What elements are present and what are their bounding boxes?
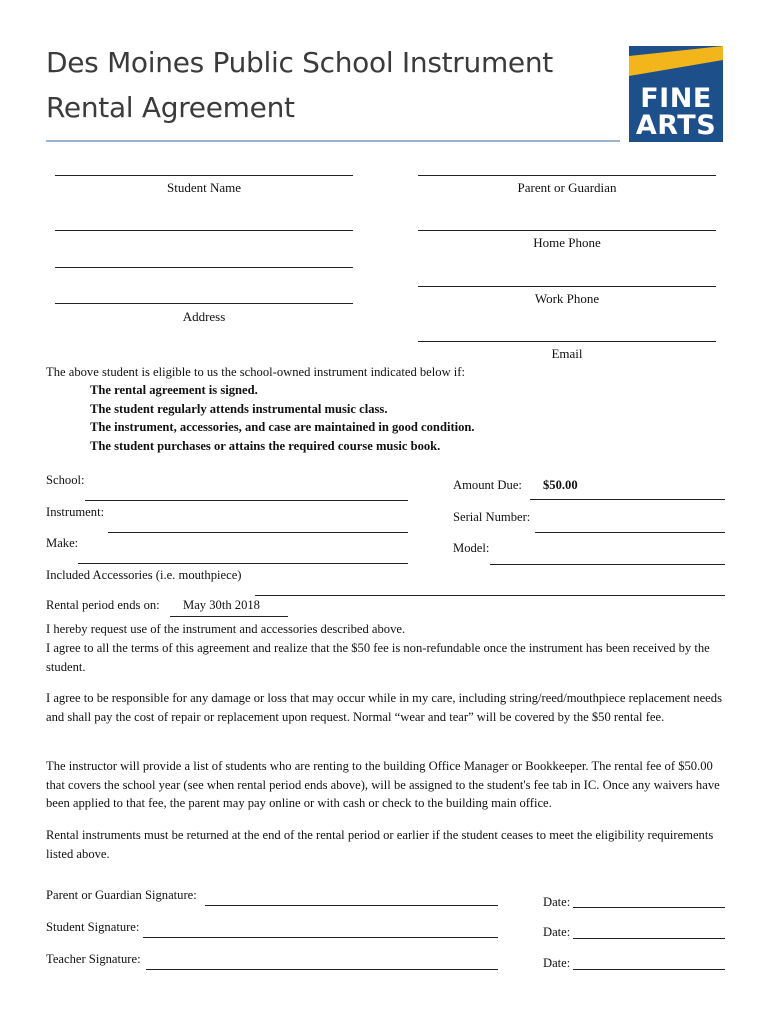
- condition-item: The student purchases or attains the required course music book.: [90, 439, 441, 453]
- title-line-2: Rental Agreement: [46, 91, 295, 124]
- title-divider: [46, 140, 620, 142]
- student-name-line[interactable]: [55, 175, 353, 176]
- condition-item: The student regularly attends instrumental music class.: [90, 402, 388, 416]
- condition-item: The instrument, accessories, and case are maintained in good condition.: [90, 420, 475, 434]
- eligibility-intro: The above student is eligible to us the school-owned instrument indicated below if:: [46, 365, 466, 379]
- parent-date-label: Date:: [543, 895, 571, 909]
- make-label: Make:: [46, 536, 79, 550]
- title-line-1: Des Moines Public School Instrument: [46, 46, 553, 79]
- responsibility-paragraph: I agree to be responsible for any damage or loss that may occur while in my care, including string/reed/mouthpiece replacement needs and shall pay the cost of repair or replacement upon request. Normal “wear and tear” will be covered by the $50 rental fee.: [46, 691, 722, 724]
- address-line-3[interactable]: [55, 303, 353, 304]
- amount-due-value: $50.00: [543, 478, 578, 492]
- email-label: Email: [551, 346, 583, 361]
- instrument-field[interactable]: [108, 532, 408, 533]
- instrument-label: Instrument:: [46, 505, 105, 519]
- parent-date-field[interactable]: [573, 907, 725, 908]
- school-label: School:: [46, 473, 85, 487]
- logo-line-1: FINE: [640, 83, 712, 114]
- page-title: [46, 40, 553, 130]
- model-label: Model:: [453, 541, 490, 555]
- rental-period-label: Rental period ends on:: [46, 598, 160, 612]
- work-phone-label: Work Phone: [534, 291, 600, 306]
- serial-number-field[interactable]: [535, 532, 725, 533]
- student-signature-field[interactable]: [143, 937, 498, 938]
- home-phone-line[interactable]: [418, 230, 716, 231]
- serial-number-label: Serial Number:: [453, 510, 531, 524]
- condition-item: The rental agreement is signed.: [90, 383, 258, 397]
- amount-due-label: Amount Due:: [453, 478, 522, 492]
- rental-period-value: May 30th 2018: [183, 598, 260, 612]
- student-signature-label: Student Signature:: [46, 920, 140, 934]
- parent-line[interactable]: [418, 175, 716, 176]
- teacher-date-field[interactable]: [573, 969, 725, 970]
- request-paragraph: I hereby request use of the instrument and accessories described above.: [46, 622, 406, 636]
- parent-signature-label: Parent or Guardian Signature:: [46, 888, 197, 902]
- accessories-label: Included Accessories (i.e. mouthpiece): [46, 568, 242, 582]
- terms-paragraph: I agree to all the terms of this agreement and realize that the $50 fee is non-refundable once the instrument has been received by the student.: [46, 641, 710, 674]
- teacher-signature-label: Teacher Signature:: [46, 952, 141, 966]
- student-name-label: Student Name: [166, 180, 241, 195]
- logo-line-2: ARTS: [635, 110, 717, 141]
- return-paragraph: Rental instruments must be returned at the end of the rental period or earlier if the student ceases to meet the eligibility requirements listed above.: [46, 828, 714, 861]
- fine-arts-logo: [629, 46, 723, 142]
- amount-due-field[interactable]: [530, 499, 725, 500]
- model-field[interactable]: [490, 564, 725, 565]
- email-line[interactable]: [418, 341, 716, 342]
- teacher-date-label: Date:: [543, 956, 571, 970]
- address-line-2[interactable]: [55, 267, 353, 268]
- make-field[interactable]: [78, 563, 408, 564]
- student-date-field[interactable]: [573, 938, 725, 939]
- accessories-field[interactable]: [255, 595, 725, 596]
- rental-period-field[interactable]: [170, 616, 288, 617]
- fee-paragraph: The instructor will provide a list of students who are renting to the building Office Manager or Bookkeeper. The rental fee of $50.00 that covers the school year (see when rental period ends above), will be assigned to the student's fee tab in IC. Once any waivers have been applied to that fee, the parent may pay online or with cash or check to the building main office.: [46, 759, 720, 810]
- parent-signature-field[interactable]: [205, 905, 498, 906]
- home-phone-label: Home Phone: [533, 235, 601, 250]
- school-field[interactable]: [85, 500, 408, 501]
- teacher-signature-field[interactable]: [146, 969, 498, 970]
- address-line-1[interactable]: [55, 230, 353, 231]
- address-label: Address: [182, 309, 226, 324]
- work-phone-line[interactable]: [418, 286, 716, 287]
- parent-label: Parent or Guardian: [517, 180, 617, 195]
- student-date-label: Date:: [543, 925, 571, 939]
